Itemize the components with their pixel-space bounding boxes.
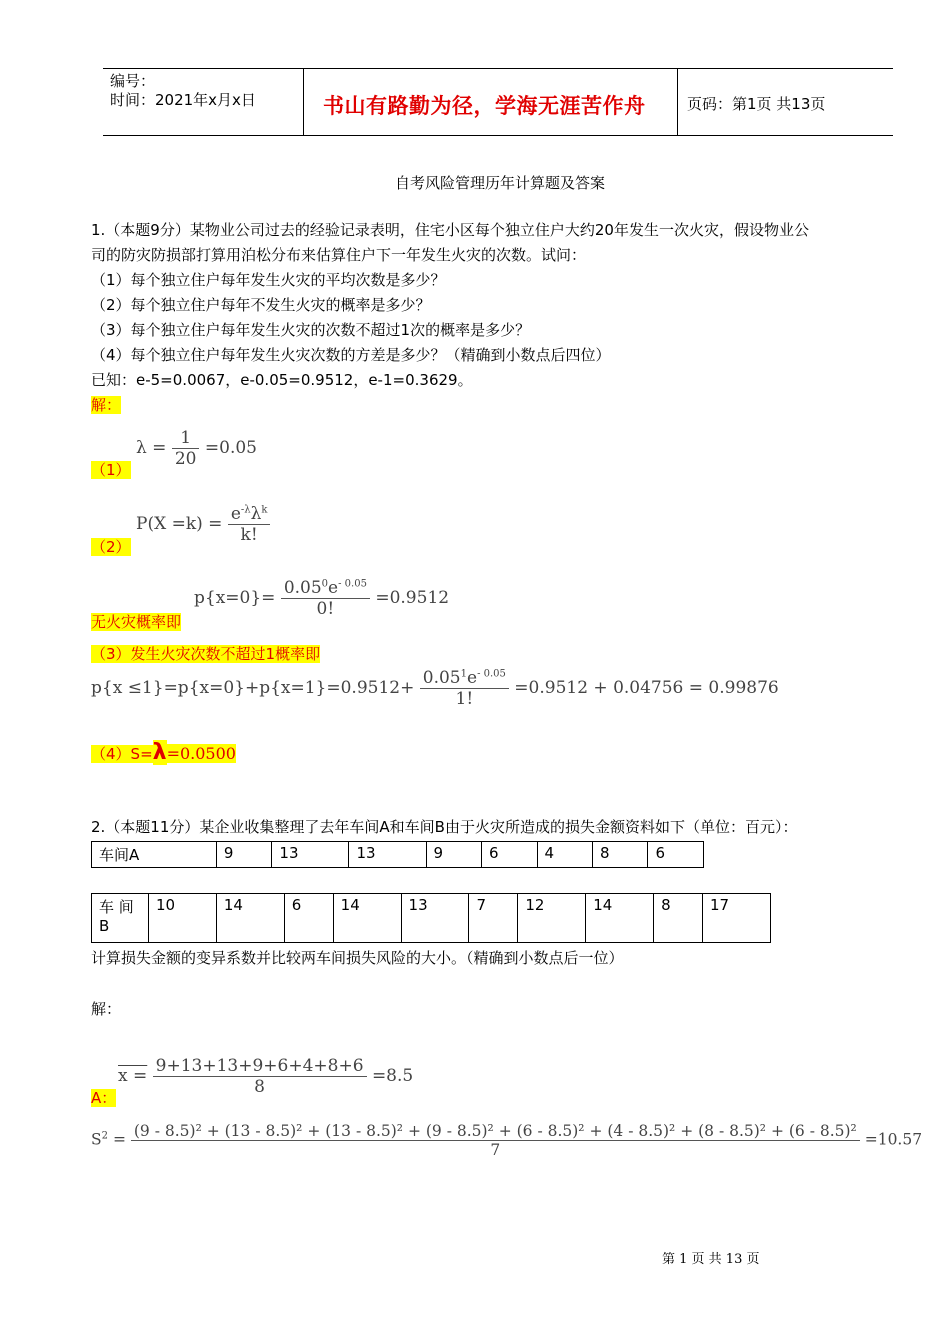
q1-answer4: （4）S=λ=0.0500 (91, 740, 236, 765)
q1-answer3-formula: p{x ≤1}=p{x=0}+p{x=1}=0.9512+ $\frac{0.05^1e^{- 0.05}}{1!}$ =0.9512 + 0.04756 = 0.99876 (91, 668, 779, 709)
q2-a-label: A： (91, 1089, 117, 1107)
table-cell: 13 (272, 842, 349, 868)
page-footer: 第 1 页 共 13 页 (662, 1252, 760, 1267)
table-cell: 4 (537, 842, 592, 868)
q1-line2: 司的防灾防损部打算用泊松分布来估算住户下一年发生火灾的次数。试问： (91, 246, 587, 264)
q2-line1: 2.（本题11分）某企业收集整理了去年车间A和车间B由于火灾所造成的损失金额资料如下（单位：百元）： (91, 818, 798, 836)
table-cell: 10 (149, 894, 217, 943)
q1-sub3: （3）每个独立住户每年发生火灾的次数不超过1次的概率是多少？ (91, 321, 531, 339)
table-cell: 17 (702, 894, 770, 943)
header-divider-1 (303, 69, 304, 135)
q1-line1: 1.（本题9分）某物业公司过去的经验记录表明，住宅小区每个独立住户大约20年发生一次火灾，假设物业公 (91, 221, 809, 239)
table-cell: 6 (648, 842, 704, 868)
q1-sub1: （1）每个独立住户每年发生火灾的平均次数是多少？ (91, 271, 446, 289)
q1-sub2: （2）每个独立住户每年不发生火灾的概率是多少？ (91, 296, 431, 314)
table-cell: 9 (426, 842, 481, 868)
doc-number-label: 编号： (110, 72, 156, 90)
header-divider-2 (677, 69, 678, 135)
q2-task: 计算损失金额的变异系数并比较两车间损失风险的大小。（精确到小数点后一位） (91, 949, 624, 967)
table-cell: 7 (469, 894, 518, 943)
table-cell: 车间A (92, 842, 217, 868)
table-workshop-b (91, 893, 771, 943)
q1-solution-label: 解： (91, 396, 122, 414)
table-row (92, 894, 771, 943)
q1-answer1-formula: λ = $\frac{1}{20}$ =0.05 (136, 428, 257, 469)
q1-known: 已知：e-5=0.0067，e-0.05=0.9512，e-1=0.3629。 (91, 371, 473, 389)
table-cell: 9 (216, 842, 271, 868)
table-cell: 6 (482, 842, 537, 868)
table-cell: 13 (349, 842, 426, 868)
table-cell: 8 (654, 894, 703, 943)
table-cell: 8 (592, 842, 647, 868)
q1-sub4: （4）每个独立住户每年发生火灾次数的方差是多少？（精确到小数点后四位） (91, 346, 611, 364)
q1-no-fire-formula: p{x=0}= $\frac{0.05^0e^{- 0.05}}{0!}$ =0.9512 (194, 578, 450, 619)
table-cell: 14 (216, 894, 284, 943)
table-cell: 13 (401, 894, 469, 943)
table-cell: 6 (284, 894, 333, 943)
table-cell: 车 间 B (92, 894, 149, 943)
q1-answer3-label: （3）发生火灾次数不超过1概率即 (91, 645, 321, 663)
q2-mean-formula: x = $\frac{9+13+13+9+6+4+8+6}{8}$ =8.5 (118, 1056, 414, 1097)
page-title: 自考风险管理历年计算题及答案 (394, 174, 605, 192)
q2-variance-formula: $S^2$ = (9 - 8.5)² + (13 - 8.5)² + (13 - 8.5)² + (9 - 8.5)² + (6 - 8.5)² + (4 - 8.5)² + (8 - 8.5)² + (6 - 8.5)² 7 =10.57 (91, 1122, 923, 1159)
table-workshop-a (91, 841, 704, 868)
header-page-label: 页码：第1页 共13页 (687, 95, 826, 113)
table-cell: 14 (333, 894, 401, 943)
q1-answer2-formula: P(X =k) = $\frac{e^{-\lambda}\lambda^k}{k!}$ (136, 504, 270, 545)
q1-no-fire-label: 无火灾概率即 (91, 613, 182, 631)
table-cell: 12 (518, 894, 586, 943)
q1-answer2-label: （2） (91, 538, 131, 556)
header-motto: 书山有路勤为径，学海无涯苦作舟 (323, 94, 646, 118)
header-top-rule (103, 68, 893, 69)
table-cell: 14 (586, 894, 654, 943)
q1-answer1-label: （1） (91, 461, 131, 479)
header-bottom-rule (103, 135, 893, 136)
doc-time-label: 时间：2021年x月x日 (110, 91, 256, 109)
q2-solution-label: 解： (91, 1000, 122, 1018)
table-row (92, 842, 704, 868)
